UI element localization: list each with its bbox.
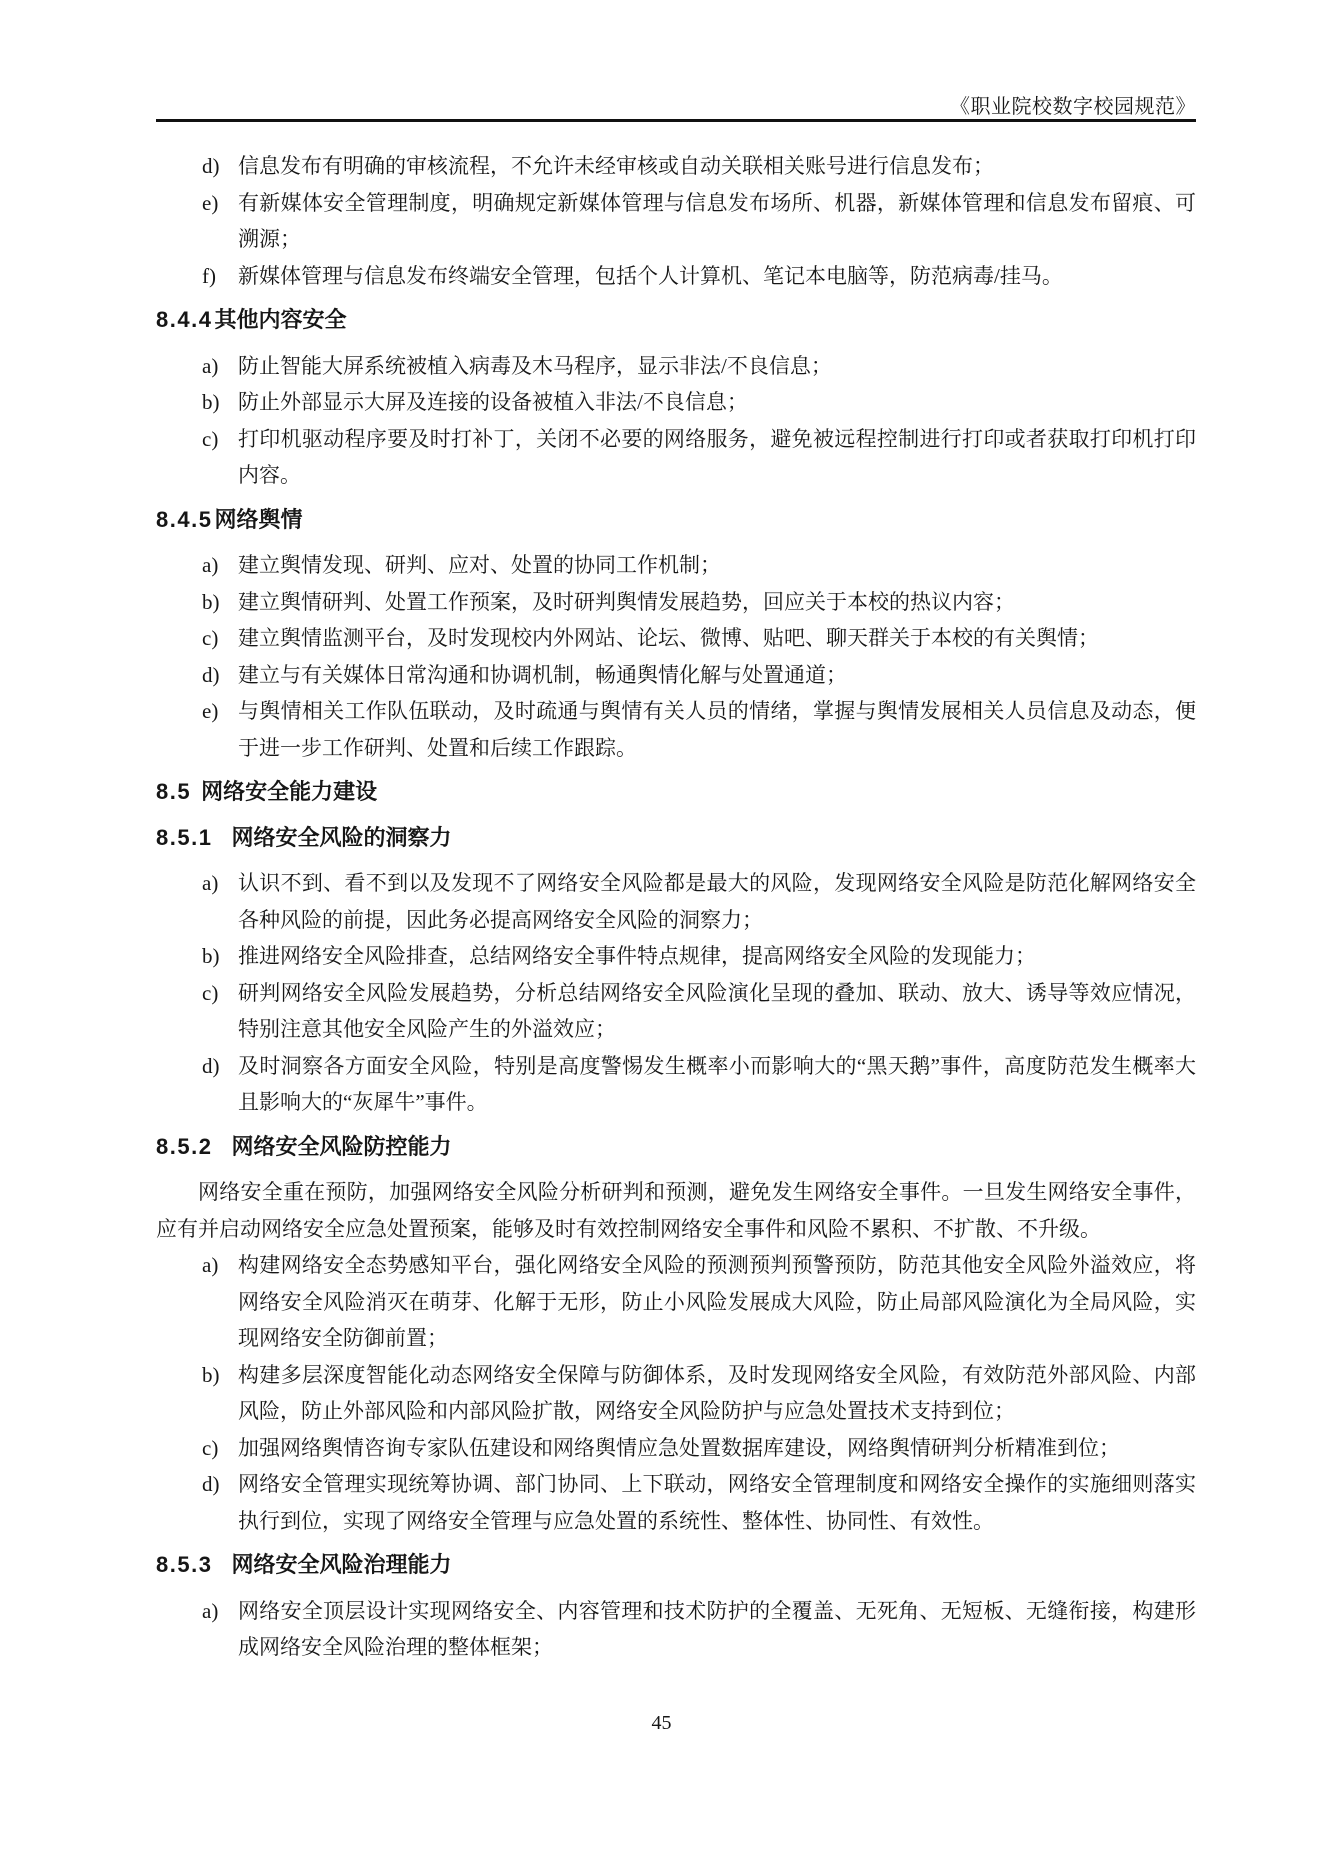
list-item-label: b) — [202, 1362, 220, 1387]
list-item — [156, 975, 1196, 1048]
list-item-label: c) — [202, 626, 219, 650]
section-title: 其他内容安全 — [214, 307, 347, 332]
list-item-text: 防止智能大屏系统被植入病毒及木马程序，显示非法/不良信息； — [238, 353, 832, 378]
list-item-label: b) — [202, 390, 220, 414]
list-item — [156, 547, 1196, 584]
list-item-label: e) — [202, 699, 219, 723]
list-item-text: 构建网络安全态势感知平台，强化网络安全风险的预测预判预警预防，防范其他安全风险外溢效应，将网络安全风险消灭在萌芽、化解于无形，防止小风险发展成大风险，防止局部风险演化为全局风险，实现网络安全防御前置； — [238, 1253, 1196, 1350]
section-title: 网络安全风险治理能力 — [231, 1552, 452, 1577]
list-item-label: d) — [202, 1472, 220, 1496]
list-item — [156, 1430, 1196, 1467]
section-title: 网络安全风险的洞察力 — [231, 824, 452, 850]
list-item — [156, 657, 1196, 694]
list-item-label: b) — [202, 589, 220, 614]
section-number: 8.4.4 — [156, 307, 213, 332]
document-header-title: 《职业院校数字校园规范》 — [950, 96, 1196, 118]
section-number: 8.5.1 — [156, 824, 213, 850]
list-item-text: 建立舆情发现、研判、应对、处置的协同工作机制； — [238, 553, 721, 577]
list-item-label: a) — [202, 1598, 219, 1623]
list-item-text: 新媒体管理与信息发布终端安全管理，包括个人计算机、笔记本电脑等，防范病毒/挂马。 — [238, 263, 1063, 288]
list-item-text: 建立舆情研判、处置工作预案，及时研判舆情发展趋势，回应关于本校的热议内容； — [238, 589, 1015, 614]
list-item — [156, 148, 1196, 185]
list-item-text: 推进网络安全风险排查，总结网络安全事件特点规律，提高网络安全风险的发现能力； — [238, 944, 1036, 968]
list-item-text: 与舆情相关工作队伍联动，及时疏通与舆情有关人员的情绪，掌握与舆情发展相关人员信息及动态，便于进一步工作研判、处置和后续工作跟踪。 — [238, 699, 1196, 760]
list-item — [156, 1048, 1196, 1121]
document-content — [156, 148, 1196, 1666]
list-item — [156, 1357, 1196, 1430]
list-item-label: b) — [202, 944, 220, 968]
section-title: 网络安全风险防控能力 — [231, 1133, 452, 1159]
section-title: 网络舆情 — [214, 506, 303, 532]
section-heading-8-5-2 — [156, 1129, 1196, 1166]
list-item — [156, 1466, 1196, 1539]
section-paragraph: 网络安全重在预防，加强网络安全风险分析研判和预测，避免发生网络安全事件。一旦发生网络安全事件，应有并启动网络安全应急处置预案，能够及时有效控制网络安全事件和风险不累积、不扩散、不升级。 — [156, 1180, 1196, 1241]
list-item — [156, 185, 1196, 258]
list-item-label: d) — [202, 662, 220, 687]
section-number: 8.5.2 — [156, 1133, 213, 1159]
list-item — [156, 584, 1196, 621]
list-item-label: c) — [202, 426, 219, 451]
list-item-text: 有新媒体安全管理制度，明确规定新媒体管理与信息发布场所、机器，新媒体管理和信息发布留痕、可溯源； — [238, 190, 1196, 251]
list-item-text: 构建多层深度智能化动态网络安全保障与防御体系，及时发现网络安全风险，有效防范外部风险、内部风险，防止外部风险和内部风险扩散，网络安全风险防护与应急处置技术支持到位； — [238, 1362, 1196, 1423]
list-item — [156, 620, 1196, 657]
list-item-text: 加强网络舆情咨询专家队伍建设和网络舆情应急处置数据库建设，网络舆情研判分析精准到位； — [238, 1435, 1120, 1460]
list-item-label: f) — [202, 263, 216, 288]
list-item-label: d) — [202, 1053, 220, 1078]
list-item — [156, 693, 1196, 766]
list-item — [156, 1593, 1196, 1666]
header-rule — [156, 119, 1196, 122]
list-item — [156, 384, 1196, 421]
page-number: 45 — [651, 1712, 672, 1734]
list-item-text: 网络安全管理实现统筹协调、部门协同、上下联动，网络安全管理制度和网络安全操作的实施细则落实执行到位，实现了网络安全管理与应急处置的系统性、整体性、协同性、有效性。 — [238, 1472, 1196, 1533]
list-item — [156, 421, 1196, 494]
list-item-text: 打印机驱动程序要及时打补丁，关闭不必要的网络服务，避免被远程控制进行打印或者获取打印机打印内容。 — [238, 426, 1196, 487]
list-item-label: a) — [202, 871, 219, 895]
section-heading-8-5 — [156, 774, 1196, 811]
list-item-text: 及时洞察各方面安全风险，特别是高度警惕发生概率小而影响大的“黑天鹅”事件，高度防范发生概率大且影响大的“灰犀牛”事件。 — [238, 1053, 1196, 1114]
section-number: 8.4.5 — [156, 506, 213, 532]
list-item-text: 认识不到、看不到以及发现不了网络安全风险都是最大的风险，发现网络安全风险是防范化解网络安全各种风险的前提，因此务必提高网络安全风险的洞察力； — [238, 871, 1196, 932]
list-item-text: 建立舆情监测平台，及时发现校内外网站、论坛、微博、贴吧、聊天群关于本校的有关舆情； — [238, 626, 1099, 650]
list-item-text: 研判网络安全风险发展趋势，分析总结网络安全风险演化呈现的叠加、联动、放大、诱导等效应情况，特别注意其他安全风险产生的外溢效应； — [238, 980, 1196, 1041]
list-item — [156, 1247, 1196, 1357]
section-number: 8.5 — [156, 779, 192, 804]
list-item-text: 建立与有关媒体日常沟通和协调机制，畅通舆情化解与处置通道； — [238, 662, 847, 687]
section-title: 网络安全能力建设 — [201, 779, 378, 804]
list-item — [156, 938, 1196, 975]
section-heading-8-5-1 — [156, 820, 1196, 857]
section-heading-8-4-4 — [156, 302, 1196, 339]
list-item — [156, 865, 1196, 938]
section-heading-8-4-5 — [156, 502, 1196, 539]
list-item-label: a) — [202, 553, 219, 577]
list-item-text: 网络安全顶层设计实现网络安全、内容管理和技术防护的全覆盖、无死角、无短板、无缝衔接，构建形成网络安全风险治理的整体框架； — [238, 1598, 1196, 1659]
list-item-label: c) — [202, 1435, 219, 1460]
list-item-label: d) — [202, 154, 220, 178]
list-item-label: a) — [202, 353, 219, 378]
section-heading-8-5-3 — [156, 1547, 1196, 1584]
list-item — [156, 348, 1196, 385]
list-item — [156, 258, 1196, 295]
section-number: 8.5.3 — [156, 1552, 213, 1577]
list-item-label: a) — [202, 1253, 219, 1277]
list-item-text: 防止外部显示大屏及连接的设备被植入非法/不良信息； — [238, 390, 748, 414]
list-item-label: e) — [202, 190, 219, 215]
list-item-label: c) — [202, 980, 219, 1005]
list-item-text: 信息发布有明确的审核流程，不允许未经审核或自动关联相关账号进行信息发布； — [238, 154, 994, 178]
